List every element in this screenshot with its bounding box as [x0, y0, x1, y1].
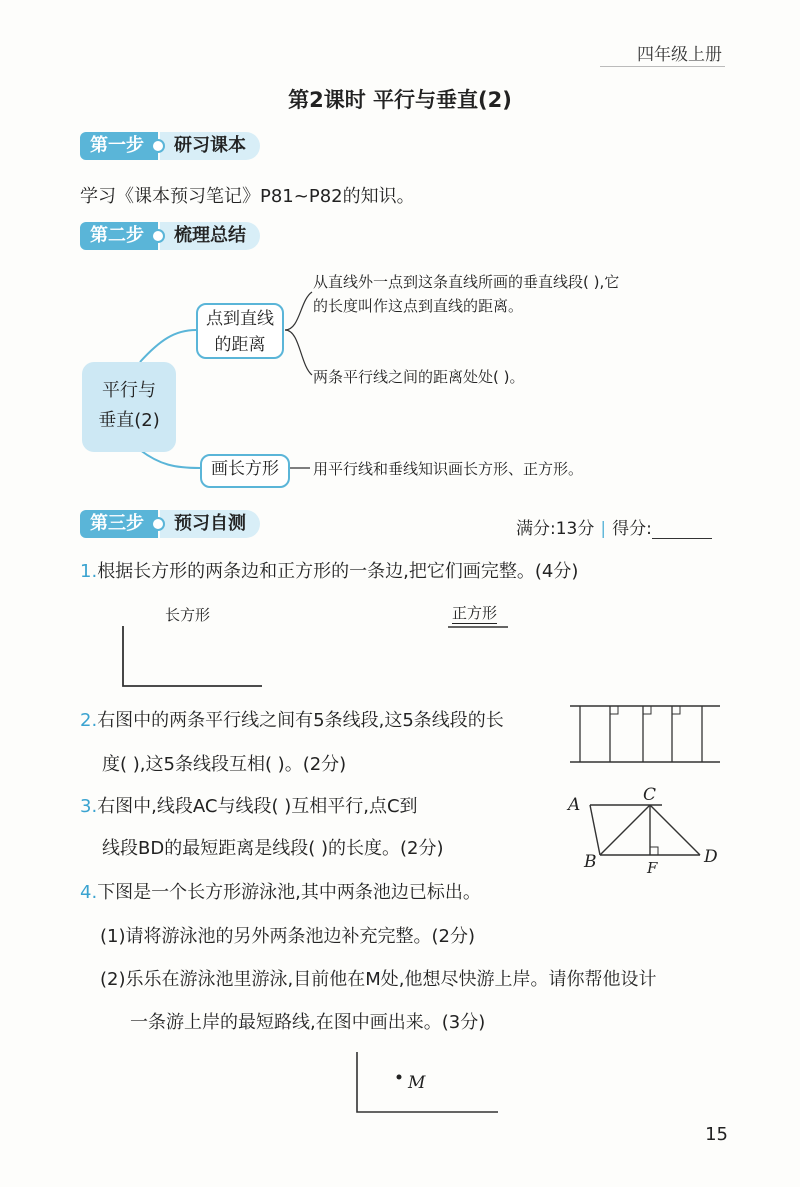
q2-line2: 度( ),这5条线段互相( )。(2分) — [102, 754, 347, 775]
mindmap-center-line1: 平行与 — [102, 380, 156, 401]
step1-dot-icon — [151, 139, 165, 153]
step2-dot-icon — [151, 229, 165, 243]
q3-point-d: D — [704, 847, 718, 867]
q4-body: 下图是一个长方形游泳池,其中两条池边已标出。 — [97, 882, 481, 903]
q2-number: 2. — [80, 710, 98, 731]
rectangle-label: 长方形 — [165, 606, 211, 624]
q3-point-f: F — [647, 859, 658, 877]
rectangle-desc: 用平行线和垂线知识画长方形、正方形。 — [313, 460, 584, 478]
q4-sub1: (1)请将游泳池的另外两条池边补充完整。(2分) — [100, 926, 475, 947]
step1-label: 研习课本 — [160, 132, 260, 160]
step3-label: 预习自测 — [160, 510, 260, 538]
q2-body1: 右图中的两条平行线之间有5条线段,这5条线段的长 — [97, 710, 504, 731]
step2-label: 梳理总结 — [160, 222, 260, 250]
score-label: 得分: — [612, 519, 652, 539]
q3-point-b: B — [584, 852, 597, 872]
q3-number: 3. — [80, 796, 98, 817]
distance-desc-line2: 的长度叫作这点到直线的距离。 — [313, 297, 524, 315]
page-title: 第2课时 平行与垂直(2) — [288, 88, 512, 112]
step3-tag: 第三步 — [80, 510, 158, 538]
score-full: 满分:13分 — [516, 519, 595, 539]
mindmap-center-line2: 垂直(2) — [98, 410, 160, 431]
score-separator: | — [600, 519, 607, 539]
q3-line2: 线段BD的最短距离是线段( )的长度。(2分) — [102, 838, 444, 859]
q1-body: 根据长方形的两条边和正方形的一条边,把它们画完整。(4分) — [97, 561, 579, 582]
q1-number: 1. — [80, 561, 98, 582]
grade-label: 四年级上册 — [637, 45, 722, 65]
q4-point-m: M — [408, 1073, 426, 1093]
q3-point-a: A — [568, 795, 581, 815]
parallel-distance-desc: 两条平行线之间的距离处处( )。 — [313, 368, 525, 386]
mindmap-node-distance-line1: 点到直线 — [206, 309, 274, 329]
q4-sub2-line2: 一条游上岸的最短路线,在图中画出来。(3分) — [130, 1012, 486, 1033]
q3-body1: 右图中,线段AC与线段( )互相平行,点C到 — [97, 796, 418, 817]
step3-dot-icon — [151, 517, 165, 531]
q3-point-c: C — [643, 785, 657, 805]
step2-tag: 第二步 — [80, 222, 158, 250]
square-label: 正方形 — [452, 604, 498, 622]
q4-sub2-line1: (2)乐乐在游泳池里游泳,目前他在M处,他想尽快游上岸。请你帮他设计 — [100, 969, 657, 990]
q4-number: 4. — [80, 882, 98, 903]
distance-desc-line1: 从直线外一点到这条直线所画的垂直线段( ),它 — [313, 273, 620, 291]
page-number: 15 — [705, 1124, 728, 1145]
step1-text: 学习《课本预习笔记》P81~P82的知识。 — [80, 186, 415, 207]
step1-tag: 第一步 — [80, 132, 158, 160]
mindmap-node-rectangle-label: 画长方形 — [211, 459, 279, 479]
mindmap-node-distance-line2: 的距离 — [214, 335, 266, 355]
